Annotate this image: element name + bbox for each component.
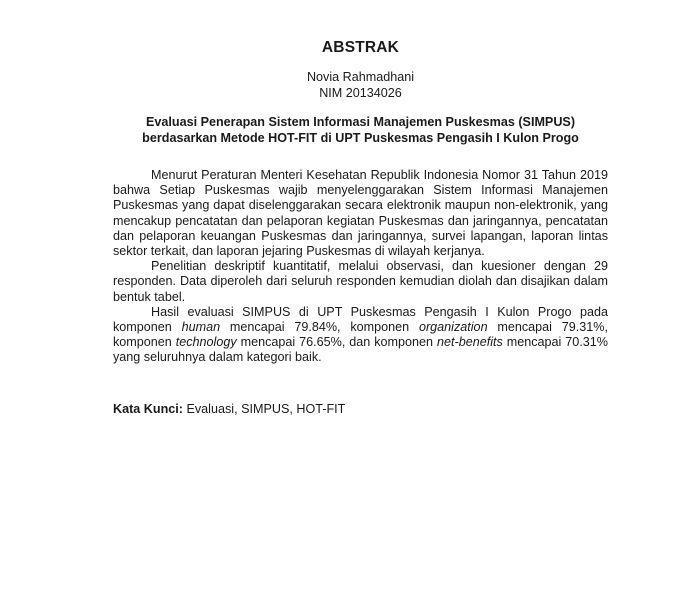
italic-term: technology bbox=[175, 335, 237, 350]
abstract-paragraph bbox=[113, 168, 608, 259]
paragraph-text: Hasil evaluasi SIMPUS di UPT Puskesmas Pengasih I Kulon Progo pada komponen bbox=[113, 304, 608, 335]
document-title bbox=[113, 115, 608, 146]
italic-term: net-benefits bbox=[437, 335, 503, 350]
paragraph-text: mencapai 76.65%, dan komponen bbox=[236, 335, 437, 350]
keywords-line bbox=[113, 402, 608, 418]
abstract-body bbox=[113, 168, 608, 366]
author-name: Novia Rahmadhani bbox=[306, 70, 415, 84]
keywords-label: Kata Kunci: bbox=[113, 401, 183, 416]
italic-term: human bbox=[181, 320, 221, 335]
paragraph-text: Menurut Peraturan Menteri Kesehatan Republik Indonesia Nomor 31 Tahun 2019 bahwa Setiap Puskesmas wajib menyelenggarakan Sistem Informasi Manajemen Puskesmas yang dapat diselenggarakan secara elektronik maupun non-elektronik, yang mencakup pencatatan dan pelaporan kegiatan Puskesmas dan jaringannya, pencatatan dan pelaporan keuangan Puskesmas dan jaringannya, survei lapangan, laporan lintas sektor terkait, dan laporan jejaring Puskesmas di wilayah kerjanya. bbox=[113, 168, 608, 259]
document-title-line2: berdasarkan Metode HOT-FIT di UPT Puskesmas Pengasih I Kulon Progo bbox=[142, 130, 579, 145]
paragraph-text: mencapai 79.84%, komponen bbox=[220, 320, 419, 335]
paragraph-text: mencapai 79.31%, komponen bbox=[113, 320, 608, 350]
abstract-paragraph bbox=[113, 305, 608, 366]
paragraph-text: mencapai 70.31% yang seluruhnya dalam kategori baik. bbox=[113, 335, 609, 365]
keywords-value: Evaluasi, SIMPUS, HOT-FIT bbox=[186, 401, 346, 416]
paragraph-text: Penelitian deskriptif kuantitatif, melalui observasi, dan kuesioner dengan 29 responden. Data diperoleh dari seluruh responden kemudian diolah dan disajikan dalam bentuk tabel. bbox=[113, 259, 608, 304]
abstract-paragraph bbox=[113, 259, 608, 305]
author-nim: NIM 20134026 bbox=[319, 85, 402, 100]
document-title-line1: Evaluasi Penerapan Sistem Informasi Manajemen Puskesmas (SIMPUS) bbox=[145, 115, 576, 129]
author-block bbox=[113, 70, 608, 101]
italic-term: organization bbox=[418, 320, 488, 335]
abstract-heading: ABSTRAK bbox=[321, 39, 400, 56]
